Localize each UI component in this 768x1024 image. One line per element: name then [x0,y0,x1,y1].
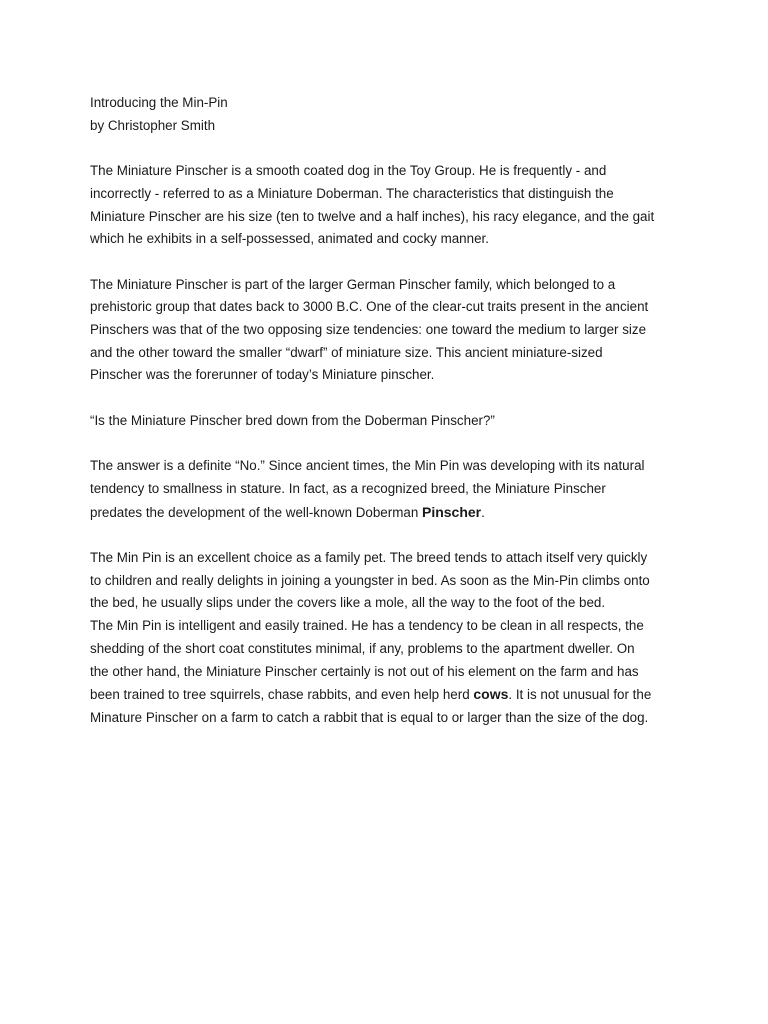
paragraph-line [90,683,680,707]
paragraph-line: Minature Pinscher on a farm to catch a rabbit that is equal to or larger than the size of the dog. [90,709,649,725]
paragraph-text: . [481,504,485,520]
paragraph-line [90,501,680,525]
paragraph-line: Pinschers was that of the two opposing size tendencies: one toward the medium to larger size [90,322,647,337]
paragraph-4 [90,547,680,730]
paragraph-text: . It is not unusual for the [508,687,652,703]
paragraph-line: The Miniature Pinscher is a smooth coated dog in the Toy Group. He is frequently - and [90,163,607,179]
paragraph-line: which he exhibits in a self-possessed, animated and cocky manner. [90,231,489,247]
paragraph-text: predates the development of the well-known Doberman [90,504,422,520]
paragraph-gap [90,387,680,410]
paragraph-line: The Min Pin is intelligent and easily trained. He has a tendency to be clean in all respects, the [90,618,644,634]
paragraph-line: shedding of the short coat constitutes minimal, if any, problems to the apartment dweller. On [90,640,635,656]
paragraph-line: the other hand, the Miniature Pinscher certainly is not out of his element on the farm and has [90,663,639,679]
paragraph-line: and the other toward the smaller “dwarf” of miniature size. This ancient miniature-sized [90,344,603,360]
paragraph-line: Miniature Pinscher are his size (ten to twelve and a half inches), his racy elegance, and the gait [90,208,655,224]
pinscher-link[interactable]: Pinscher [421,503,482,520]
paragraph-gap [90,137,680,160]
paragraph-2 [90,274,680,388]
question-line: “Is the Miniature Pinscher bred down from the Doberman Pinscher?” [90,412,495,428]
paragraph-1 [90,160,680,251]
paragraph-gap [90,524,680,547]
paragraph-3 [90,455,680,524]
paragraph-line: The answer is a definite “No.” Since ancient times, the Min Pin was developing with its natural [90,458,645,474]
paragraph-line: tendency to smallness in stature. In fact, as a recognized breed, the Miniature Pinscher [90,480,606,496]
cows-link[interactable]: cows [473,686,509,703]
document-page [90,92,680,730]
paragraph-line: the bed, he usually slips under the covers like a mole, all the way to the foot of the bed. [90,595,606,611]
paragraph-line: Pinscher was the forerunner of today’s Miniature pinscher. [90,367,435,383]
paragraph-text: been trained to tree squirrels, chase rabbits, and even help herd [90,687,474,703]
paragraph-gap [90,433,680,456]
paragraph-line: prehistoric group that dates back to 3000 B.C. One of the clear-cut traits present in the ancient [90,299,649,315]
document-title: Introducing the Min-Pin [90,95,228,110]
paragraph-line: The Min Pin is an excellent choice as a family pet. The breed tends to attach itself very quickly [90,549,648,565]
paragraph-line: to children and really delights in joining a youngster in bed. As soon as the Min-Pin climbs onto [90,572,650,588]
paragraph-gap [90,251,680,274]
document-byline: by Christopher Smith [90,117,216,133]
paragraph-line: incorrectly - referred to as a Miniature Doberman. The characteristics that distinguish the [90,185,614,201]
paragraph-line: The Miniature Pinscher is part of the larger German Pinscher family, which belonged to a [90,276,616,292]
